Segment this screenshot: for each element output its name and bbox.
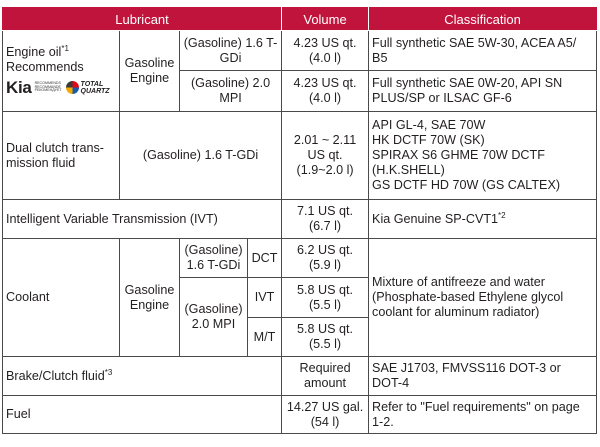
brake-fluid-label: Brake/Clutch fluid xyxy=(6,368,105,383)
table-row xyxy=(3,396,597,434)
brake-fluid-label-cell xyxy=(3,357,282,396)
total-quartz-logo: TOTAL QUARTZ xyxy=(66,81,110,95)
dct-fluid-label: Dual clutch trans-mission fluid xyxy=(3,112,120,200)
table-row xyxy=(3,200,597,239)
volume-cell: 4.23 US qt. (4.0 l) xyxy=(282,71,369,112)
dct-engine-cell: (Gasoline) 1.6 T-GDi xyxy=(120,112,282,200)
volume-cell: 2.01 ~ 2.11 US qt. (1.9~2.0 l) xyxy=(282,112,369,200)
volume-cell: 6.2 US qt. (5.9 l) xyxy=(282,239,369,278)
footnote-marker: *3 xyxy=(104,367,113,377)
engine-variant-cell: (Gasoline) 2.0 MPI xyxy=(180,71,282,112)
kia-logo: Kia xyxy=(6,77,32,97)
engine-type-cell: Gasoline Engine xyxy=(120,31,180,112)
ivt-label: Intelligent Variable Transmission (IVT) xyxy=(3,200,282,239)
transmission-cell: M/T xyxy=(248,318,282,357)
volume-cell: 4.23 US qt. (4.0 l) xyxy=(282,31,369,71)
volume-cell: 7.1 US qt. (6.7 l) xyxy=(282,200,369,239)
lubricant-spec-table xyxy=(2,7,597,434)
table-row xyxy=(3,31,597,71)
volume-cell: 14.27 US gal. (54 l) xyxy=(282,396,369,434)
header-lubricant: Lubricant xyxy=(3,8,282,31)
table-row xyxy=(3,239,597,278)
recommends-multilingual: RECOMMENDS RECOMMANDE РЕКОМЕНДУЕТ xyxy=(34,80,62,93)
classification-cell: Full synthetic SAE 0W-20, API SN PLUS/SP or ILSAC GF-6 xyxy=(369,71,597,112)
classification-cell: Mixture of antifreeze and water (Phosphate-based Ethylene glycol coolant for aluminum radiator) xyxy=(369,239,597,357)
volume-cell: Required amount xyxy=(282,357,369,396)
engine-oil-label: Engine oil xyxy=(6,44,62,59)
header-classification: Classification xyxy=(369,8,597,31)
classification-cell: Kia Genuine SP-CVT1$^{*2}$ xyxy=(369,200,597,239)
engine-variant-cell: (Gasoline) 1.6 T-GDi xyxy=(180,239,248,278)
classification-cell: SAE J1703, FMVSS116 DOT-3 or DOT-4 xyxy=(369,357,597,396)
table-header-row xyxy=(3,8,597,31)
engine-oil-label-cell xyxy=(3,31,120,112)
table-row xyxy=(3,112,597,200)
table-row xyxy=(3,357,597,396)
brand-logos xyxy=(6,77,116,97)
engine-oil-recommends: Recommends xyxy=(6,59,84,74)
engine-variant-cell: (Gasoline) 1.6 T-GDi xyxy=(180,31,282,71)
classification-cell: API GL-4, SAE 70W HK DCTF 70W (SK) SPIRAX S6 GHME 70W DCTF (H.K.SHELL) GS DCTF HD 70W (GS CALTEX) xyxy=(369,112,597,200)
classification-cell: Refer to "Fuel requirements" on page 1-2. xyxy=(369,396,597,434)
footnote-marker: *2 xyxy=(498,210,506,220)
footnote-marker: *1 xyxy=(61,43,69,53)
header-volume: Volume xyxy=(282,8,369,31)
classification-cell: Full synthetic SAE 5W-30, ACEA A5/ B5 xyxy=(369,31,597,71)
volume-cell: 5.8 US qt. (5.5 l) xyxy=(282,318,369,357)
coolant-label: Coolant xyxy=(3,239,120,357)
engine-type-cell: Gasoline Engine xyxy=(120,239,180,357)
engine-variant-cell: (Gasoline) 2.0 MPI xyxy=(180,278,248,357)
transmission-cell: IVT xyxy=(248,278,282,318)
volume-cell: 5.8 US qt. (5.5 l) xyxy=(282,278,369,318)
fuel-label: Fuel xyxy=(3,396,282,434)
total-emblem-icon xyxy=(66,81,79,94)
transmission-cell: DCT xyxy=(248,239,282,278)
